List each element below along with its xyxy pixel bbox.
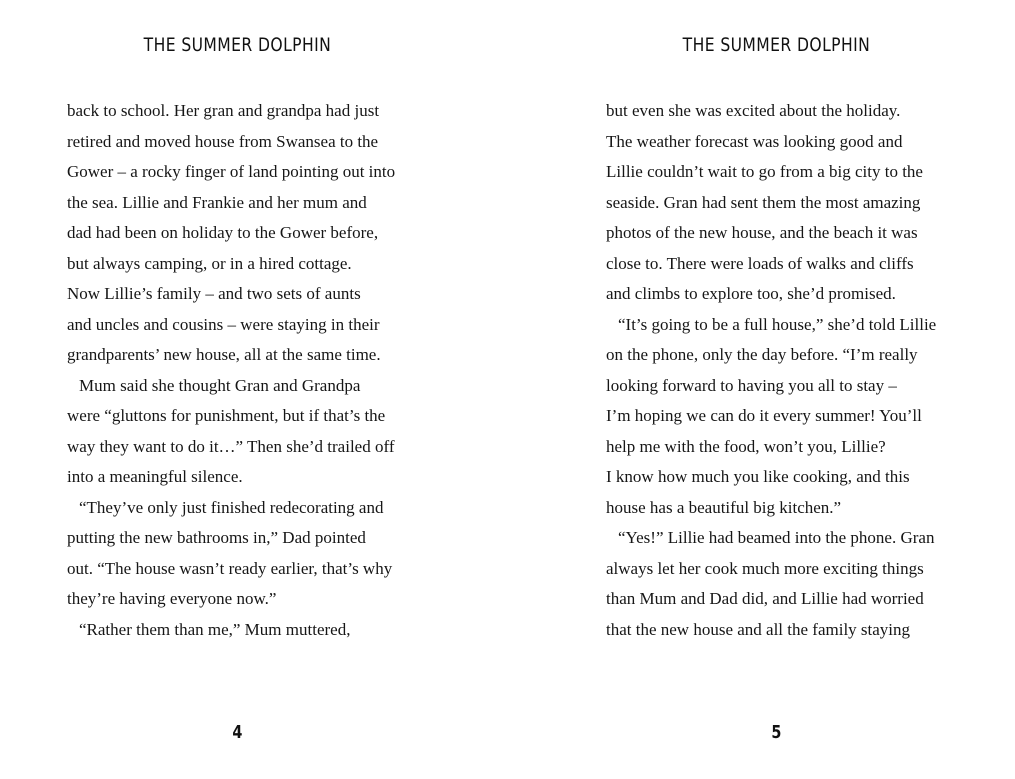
text-line: grandparents’ new house, all at the same time. — [67, 345, 381, 364]
text-line: they’re having everyone now.” — [67, 589, 277, 608]
running-head: THE SUMMER DOLPHIN — [682, 34, 871, 56]
text-line: “Yes!” Lillie had beamed into the phone. Gran — [618, 528, 935, 547]
text-line: seaside. Gran had sent them the most amazing — [606, 192, 921, 212]
body-text — [606, 96, 986, 645]
text-line: house has a beautiful big kitchen.” — [606, 497, 842, 517]
text-line: than Mum and Dad did, and Lillie had worried — [606, 589, 924, 608]
text-line: back to school. Her gran and grandpa had just — [67, 101, 380, 120]
text-line: Lillie couldn’t wait to go from a big city to the — [606, 162, 923, 181]
text-line: retired and moved house from Swansea to the — [67, 131, 379, 151]
text-line: Mum said she thought Gran and Grandpa — [79, 375, 361, 395]
text-line: photos of the new house, and the beach it was — [606, 223, 918, 242]
text-line: and uncles and cousins – were staying in their — [67, 314, 380, 334]
text-line: out. “The house wasn’t ready earlier, that’s why — [67, 558, 393, 578]
text-line: close to. There were loads of walks and cliffs — [606, 253, 914, 273]
text-line: but even she was excited about the holiday. — [606, 101, 901, 120]
text-line: that the new house and all the family staying — [606, 619, 911, 639]
text-line: Now Lillie’s family – and two sets of aunts — [67, 284, 361, 303]
text-line: I’m hoping we can do it every summer! You’ll — [606, 406, 922, 425]
running-head: THE SUMMER DOLPHIN — [143, 34, 332, 56]
text-line: dad had been on holiday to the Gower before, — [67, 223, 379, 242]
left-page — [0, 0, 480, 779]
page-number: 4 — [232, 722, 243, 743]
text-line: but always camping, or in a hired cottage. — [67, 253, 352, 273]
text-line: way they want to do it…” Then she’d trailed off — [67, 436, 395, 456]
text-line: The weather forecast was looking good and — [606, 131, 903, 151]
text-line: and climbs to explore too, she’d promised. — [606, 284, 896, 303]
right-page — [539, 0, 1015, 779]
body-text — [67, 96, 447, 645]
text-line: “Rather them than me,” Mum muttered, — [79, 619, 351, 639]
text-line: “It’s going to be a full house,” she’d told Lillie — [618, 314, 937, 334]
text-line: help me with the food, won’t you, Lillie? — [606, 436, 886, 456]
text-line: into a meaningful silence. — [67, 467, 243, 486]
text-line: Gower – a rocky finger of land pointing out into — [67, 162, 396, 181]
text-line: always let her cook much more exciting things — [606, 558, 924, 578]
text-line: “They’ve only just finished redecorating and — [79, 497, 384, 517]
text-line: were “gluttons for punishment, but if that’s the — [67, 406, 386, 425]
page-number: 5 — [771, 722, 782, 743]
text-line: I know how much you like cooking, and this — [606, 467, 910, 486]
text-line: putting the new bathrooms in,” Dad pointed — [67, 528, 366, 547]
text-line: on the phone, only the day before. “I’m really — [606, 345, 918, 364]
text-line: the sea. Lillie and Frankie and her mum and — [67, 192, 367, 212]
text-line: looking forward to having you all to stay – — [606, 375, 897, 395]
